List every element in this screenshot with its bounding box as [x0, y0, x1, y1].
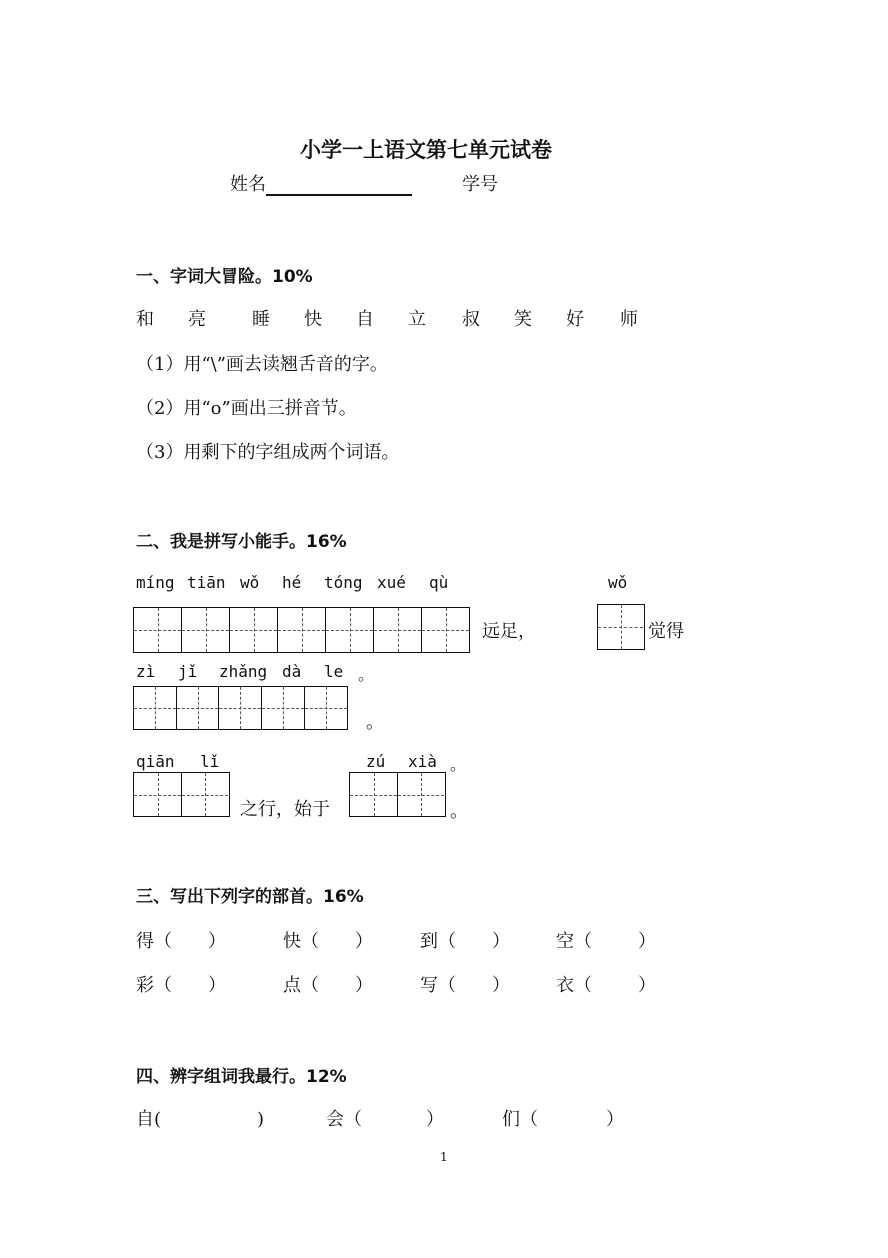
radical-item: [283, 971, 373, 997]
radical-char: 快: [283, 931, 301, 952]
char: 笑: [514, 309, 532, 330]
name-blank[interactable]: [266, 172, 412, 196]
paren-close: ): [257, 1109, 265, 1130]
pinyin: lǐ: [200, 752, 220, 771]
writing-grid-line3b[interactable]: [349, 772, 446, 817]
paren-close: ）: [208, 931, 226, 952]
pinyin: tiān: [187, 573, 226, 592]
pinyin: dà: [282, 662, 302, 681]
grid-cell[interactable]: [177, 687, 219, 729]
pinyin: hé: [282, 573, 302, 592]
section1-q3: （3）用剩下的字组成两个词语。: [136, 442, 400, 463]
grid-cell[interactable]: [134, 773, 182, 816]
paren-open: （: [301, 975, 319, 996]
char: 叔: [462, 309, 480, 330]
section1-q2: （2）用“o”画出三拼音节。: [136, 398, 357, 419]
grid-cell[interactable]: [305, 687, 347, 729]
radical-char: 到: [420, 931, 438, 952]
char: 师: [620, 309, 638, 330]
char: 快: [304, 309, 322, 330]
char: 和: [136, 309, 154, 330]
grid-cell[interactable]: [422, 608, 469, 652]
paren-open: （: [574, 931, 592, 952]
pinyin: 。: [358, 665, 375, 684]
line2-text: 。: [366, 712, 384, 733]
pinyin: zì: [136, 662, 156, 681]
radical-char: 彩: [136, 975, 154, 996]
writing-grid-line1[interactable]: [133, 607, 470, 653]
word-char: 自(: [136, 1109, 162, 1130]
pinyin: xià: [408, 752, 437, 771]
name-field: [230, 170, 412, 196]
page-number: 1: [440, 1150, 448, 1164]
word-item: [502, 1105, 624, 1131]
grid-cell[interactable]: [219, 687, 262, 729]
char: 好: [566, 309, 584, 330]
radical-item: [283, 927, 373, 953]
line1-pinyin-right: wǒ: [608, 573, 628, 592]
pinyin: zú: [366, 752, 386, 771]
paren-open: （: [438, 931, 456, 952]
char: 亮: [188, 309, 206, 330]
line1-text-a: 远足，: [482, 621, 536, 642]
paren-close: ）: [492, 931, 510, 952]
pinyin: xué: [377, 573, 406, 592]
section1-heading: 一、字词大冒险。10%: [136, 267, 313, 287]
pinyin: 。: [450, 755, 467, 774]
char: 自: [356, 309, 374, 330]
char: 睡: [252, 309, 270, 330]
writing-grid-line2[interactable]: [133, 686, 348, 730]
pinyin: qiān: [136, 752, 175, 771]
radical-item: [136, 927, 226, 953]
radical-item: [136, 971, 226, 997]
pinyin: wǒ: [240, 573, 260, 592]
line3-text-a: 之行，始于: [240, 799, 330, 820]
paren-close: ）: [606, 1109, 624, 1130]
grid-cell[interactable]: [262, 687, 305, 729]
word-item: [326, 1105, 444, 1131]
word-char: 们（: [502, 1109, 538, 1130]
pinyin: jǐ: [178, 662, 198, 681]
pinyin: le: [324, 662, 344, 681]
line1-text-b: 觉得: [648, 621, 684, 642]
grid-cell[interactable]: [598, 605, 643, 649]
radical-char: 写: [420, 975, 438, 996]
radical-char: 空: [556, 931, 574, 952]
paren-close: ）: [355, 931, 373, 952]
grid-cell[interactable]: [374, 608, 422, 652]
radical-item: [420, 971, 510, 997]
section3-heading: 三、写出下列字的部首。16%: [136, 887, 364, 907]
grid-cell[interactable]: [134, 608, 182, 652]
paren-open: （: [154, 931, 172, 952]
grid-cell[interactable]: [134, 687, 177, 729]
grid-cell[interactable]: [350, 773, 398, 816]
grid-cell[interactable]: [182, 773, 228, 816]
radical-item: [420, 927, 510, 953]
paren-close: ）: [492, 975, 510, 996]
paren-close: ）: [638, 975, 656, 996]
section2-heading: 二、我是拼写小能手。16%: [136, 532, 347, 552]
line3-text-b: 。: [450, 801, 468, 822]
pinyin: zhǎng: [219, 662, 268, 681]
radical-item: [556, 971, 656, 997]
writing-grid-line3a[interactable]: [133, 772, 230, 817]
radical-item: [556, 927, 656, 953]
grid-cell[interactable]: [326, 608, 374, 652]
section4-heading: 四、辨字组词我最行。12%: [136, 1067, 347, 1087]
paren-close: ）: [208, 975, 226, 996]
paren-open: （: [574, 975, 592, 996]
grid-cell[interactable]: [230, 608, 278, 652]
word-char: 会（: [326, 1109, 362, 1130]
pinyin: tóng: [324, 573, 363, 592]
pinyin: qù: [429, 573, 449, 592]
radical-char: 点: [283, 975, 301, 996]
paren-open: （: [301, 931, 319, 952]
paren-close: ）: [355, 975, 373, 996]
paren-open: （: [154, 975, 172, 996]
name-label: 姓名: [230, 174, 266, 195]
grid-cell[interactable]: [182, 608, 230, 652]
char: 立: [408, 309, 426, 330]
pinyin: míng: [136, 573, 175, 592]
radical-char: 得: [136, 931, 154, 952]
paren-open: （: [438, 975, 456, 996]
grid-cell[interactable]: [278, 608, 326, 652]
id-label: 学号: [462, 174, 498, 195]
section1-q1: （1）用“\”画去读翘舌音的字。: [136, 354, 388, 375]
grid-cell[interactable]: [398, 773, 444, 816]
paren-close: ）: [426, 1109, 444, 1130]
word-item: [136, 1105, 264, 1131]
writing-grid-line1-right[interactable]: [597, 604, 645, 650]
radical-char: 衣: [556, 975, 574, 996]
page-title: 小学一上语文第七单元试卷: [300, 138, 552, 162]
paren-close: ）: [638, 931, 656, 952]
